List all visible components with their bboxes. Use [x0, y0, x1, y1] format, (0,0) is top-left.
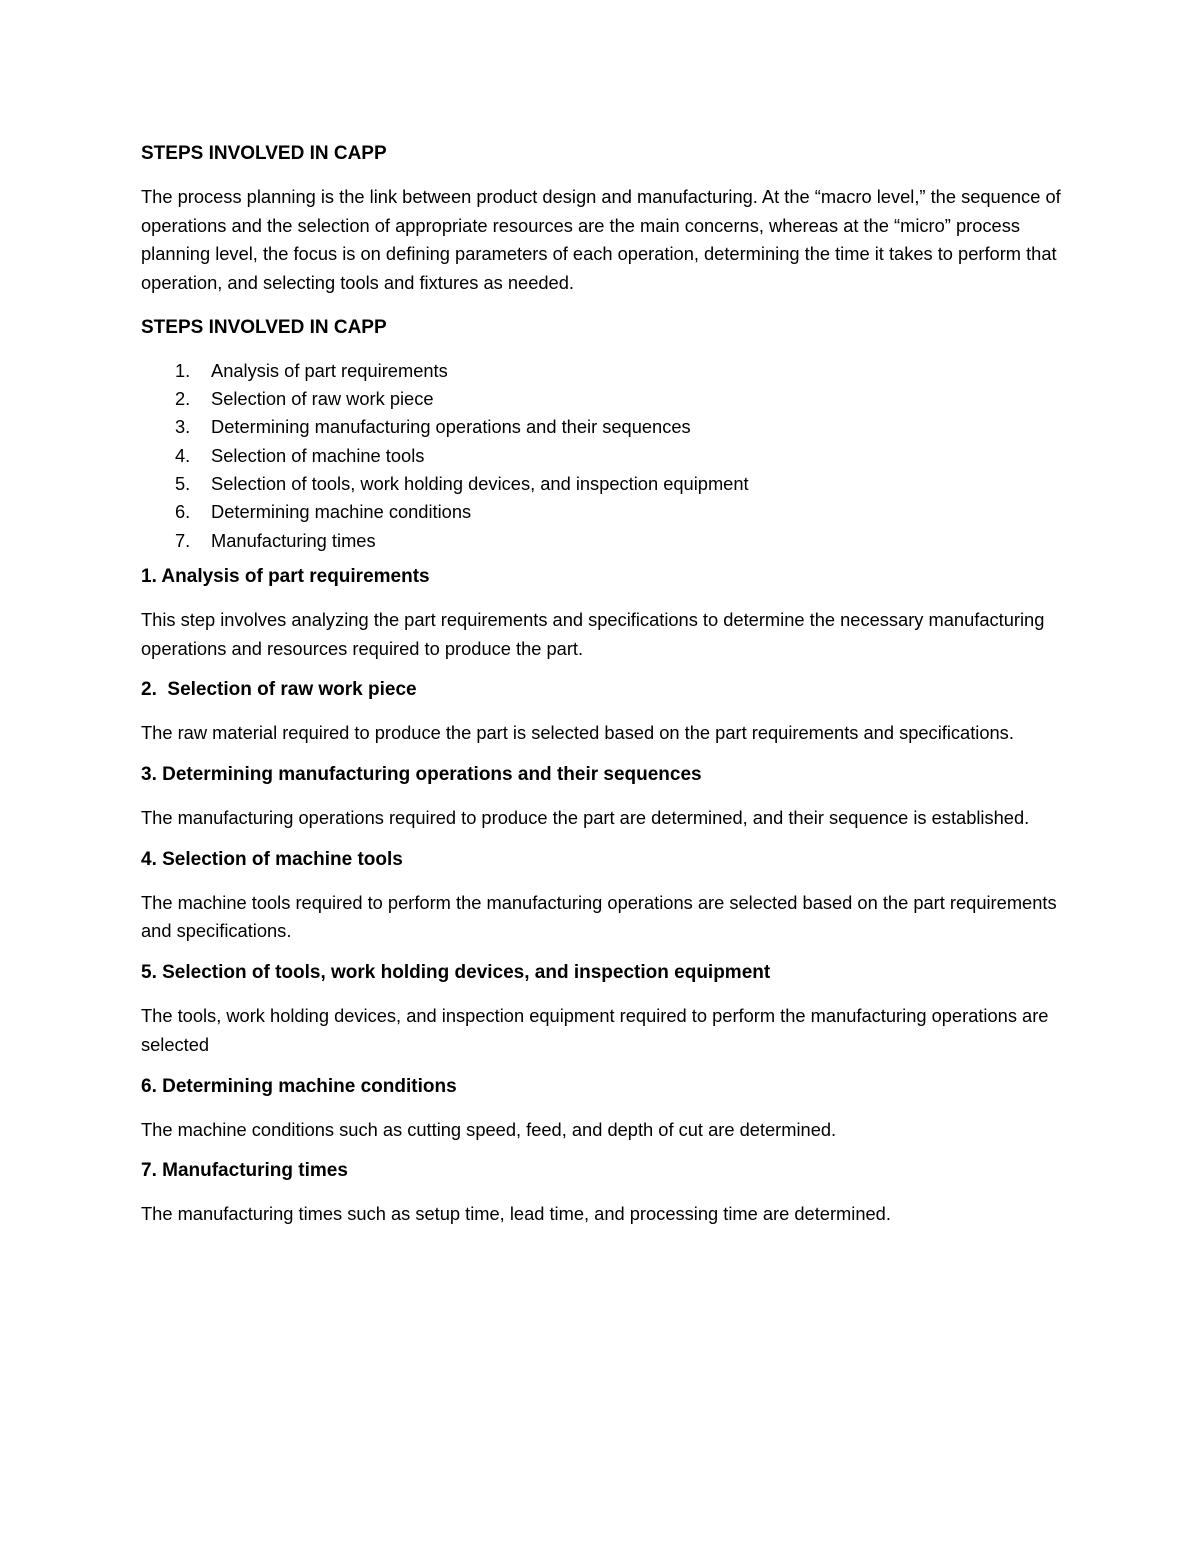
list-item-number: 1.	[175, 359, 191, 381]
list-item-number: 3.	[175, 416, 191, 438]
section-heading: 6. Determining machine conditions	[141, 1075, 457, 1097]
list-item-number: 4.	[175, 444, 191, 466]
section-heading: 5. Selection of tools, work holding devices, and inspection equipment	[141, 962, 771, 984]
section-body: The raw material required to produce the part is selected based on the part requirements and specifications.	[141, 722, 1014, 744]
list-item	[141, 527, 1061, 555]
list-item	[141, 470, 1061, 498]
section-heading: 1. Analysis of part requirements	[141, 565, 430, 587]
list-item-label: Selection of tools, work holding devices, and inspection equipment	[211, 473, 749, 494]
section-manufacturing-times	[141, 1157, 1061, 1229]
list-item-label: Determining manufacturing operations and their sequences	[211, 416, 691, 438]
intro-paragraph: The process planning is the link between product design and manufacturing. At the “macro level,” the sequence of operations and the selection of appropriate resources are the main concerns, whereas at the “micro” process planning level, the focus is on defining parameters of each operation, determining the time it takes to perform that operation, and selecting tools and fixtures as needed.	[141, 186, 1061, 294]
document-title: STEPS INVOLVED IN CAPP	[141, 143, 387, 164]
section-body: The manufacturing operations required to produce the part are determined, and their sequence is established.	[141, 807, 1030, 828]
list-item-label: Selection of machine tools	[211, 444, 425, 466]
list-item	[141, 442, 1061, 470]
list-item-label: Determining machine conditions	[211, 501, 472, 523]
section-raw-work-piece	[141, 676, 1061, 748]
section-machine-conditions	[141, 1073, 1061, 1145]
list-item-label: Analysis of part requirements	[211, 359, 448, 381]
section-machine-tools	[141, 846, 1061, 946]
list-item	[141, 498, 1061, 526]
section-heading: 7. Manufacturing times	[141, 1160, 348, 1182]
list-item-label: Manufacturing times	[211, 529, 376, 551]
list-item-number: 7.	[175, 529, 191, 551]
list-item-number: 6.	[175, 501, 191, 523]
section-heading: 4. Selection of machine tools	[141, 848, 403, 870]
section-body: The machine conditions such as cutting speed, feed, and depth of cut are determined.	[141, 1118, 837, 1140]
section-body: The tools, work holding devices, and inspection equipment required to perform the manufacturing operations are selected	[141, 1005, 1049, 1055]
document-content	[141, 140, 1061, 1242]
list-item-label: Selection of raw work piece	[211, 388, 434, 410]
section-analysis	[141, 563, 1061, 663]
list-item	[141, 413, 1061, 441]
section-body: The manufacturing times such as setup time, lead time, and processing time are determined.	[141, 1203, 891, 1225]
section-heading: 2. Selection of raw work piece	[141, 679, 417, 701]
section-body: This step involves analyzing the part requirements and specifications to determine the necessary manufacturing operations and resources required to produce the part.	[141, 608, 1045, 659]
steps-title: STEPS INVOLVED IN CAPP	[141, 316, 387, 338]
section-body: The machine tools required to perform the manufacturing operations are selected based on the part requirements and specifications.	[141, 891, 1057, 942]
section-operations	[141, 761, 1061, 833]
steps-list	[141, 357, 1061, 555]
list-item	[141, 357, 1061, 385]
list-item	[141, 385, 1061, 413]
list-item-number: 5.	[175, 473, 191, 494]
section-heading: 3. Determining manufacturing operations and their sequences	[141, 764, 702, 785]
section-tools-equipment	[141, 959, 1061, 1059]
list-item-number: 2.	[175, 388, 191, 410]
